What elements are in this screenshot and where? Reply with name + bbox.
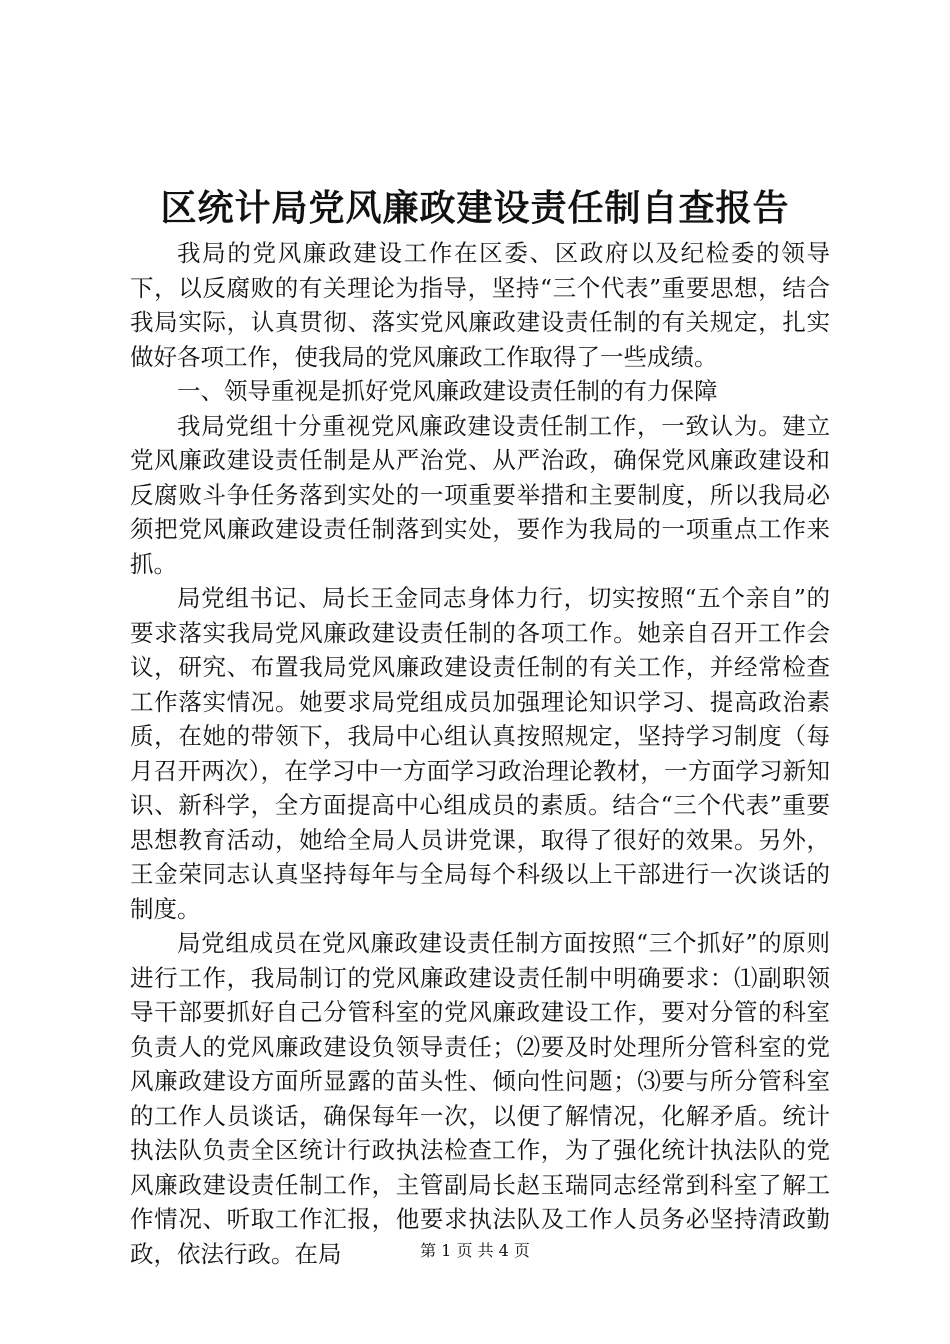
paragraph-party-group: 我局党组十分重视党风廉政建设责任制工作，一致认为。建立党风廉政建设责任制是从严治党、从严治政，确保党风廉政建设和反腐败斗争任务落到实处的一项重要举措和主要制度，所以我局必须把党风廉政建设责任制落到实处，要作为我局的一项重点工作来抓。 <box>130 411 830 578</box>
paragraph-intro: 我局的党风廉政建设工作在区委、区政府以及纪检委的领导下，以反腐败的有关理论为指导，坚持“三个代表”重要思想，结合我局实际，认真贯彻、落实党风廉政建设责任制的有关规定，扎实做好各项工作，使我局的党风廉政工作取得了一些成绩。 <box>130 239 830 371</box>
paragraph-secretary: 局党组书记、局长王金同志身体力行，切实按照“五个亲自”的要求落实我局党风廉政建设责任制的各项工作。她亲自召开工作会议，研究、布置我局党风廉政建设责任制的有关工作，并经常检查工作落实情况。她要求局党组成员加强理论知识学习、提高政治素质，在她的带领下，我局中心组认真按照规定，坚持学习制度（每月召开两次），在学习中一方面学习政治理论教材，一方面学习新知识、新科学，全方面提高中心组成员的素质。结合“三个代表”重要思想教育活动，她给全局人员讲党课，取得了很好的效果。另外，王金荣同志认真坚持每年与全局每个科级以上干部进行一次谈话的制度。 <box>130 584 830 923</box>
section-heading-1: 一、领导重视是抓好党风廉政建设责任制的有力保障 <box>177 377 718 405</box>
paragraph-members: 局党组成员在党风廉政建设责任制方面按照“三个抓好”的原则进行工作，我局制订的党风廉政建设责任制中明确要求：⑴副职领导干部要抓好自己分管科室的党风廉政建设工作，要对分管的科室负责人的党风廉政建设负领导责任；⑵要及时处理所分管科室的党风廉政建设方面所显露的苗头性、倾向性问题；⑶要与所分管科室的工作人员谈话，确保每年一次，以便了解情况，化解矛盾。统计执法队负责全区统计行政执法检查工作，为了强化统计执法队的党风廉政建设责任制工作，主管副局长赵玉瑞同志经常到科室了解工作情况、听取工作汇报，他要求执法队及工作人员务必坚持清政勤政，依法行政。在局 <box>130 929 830 1268</box>
document-body <box>130 236 830 1271</box>
page-number-footer: 第 1 页 共 4 页 <box>420 1241 530 1260</box>
document-title: 区统计局党风廉政建设责任制自查报告 <box>160 187 790 229</box>
